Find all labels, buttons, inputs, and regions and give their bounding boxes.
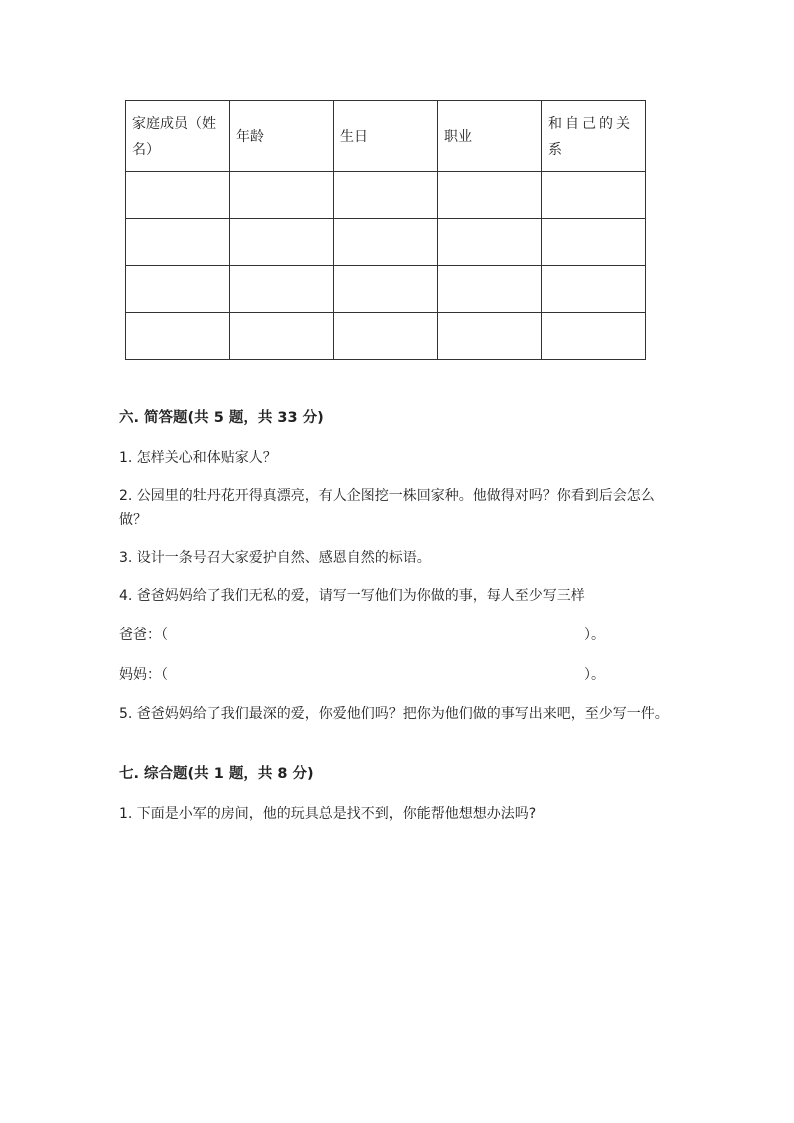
dad-close-bracket: ）。 — [584, 627, 605, 643]
dad-label: 爸爸：（ — [119, 627, 168, 643]
table-cell[interactable] — [230, 313, 334, 360]
table-cell[interactable] — [334, 219, 438, 266]
table-cell[interactable] — [126, 313, 230, 360]
table-cell[interactable] — [542, 172, 646, 219]
question-6-4: 4. 爸爸妈妈给了我们无私的爱，请写一写他们为你做的事，每人至少写三样 — [119, 588, 585, 604]
mom-close-bracket: ）。 — [584, 667, 605, 683]
question-6-5: 5. 爸爸妈妈给了我们最深的爱，你爱他们吗？把你为他们做的事写出来吧，至少写一件。 — [119, 706, 669, 722]
table-cell[interactable] — [334, 172, 438, 219]
mom-label: 妈妈：（ — [119, 667, 168, 683]
table-cell[interactable] — [438, 219, 542, 266]
table-cell[interactable] — [334, 313, 438, 360]
table-row — [126, 219, 646, 266]
header-relationship: 和自己的关系 — [542, 101, 646, 172]
table-cell[interactable] — [542, 266, 646, 313]
header-age: 年龄 — [230, 101, 334, 172]
table-cell[interactable] — [126, 172, 230, 219]
table-cell[interactable] — [126, 219, 230, 266]
table-cell[interactable] — [126, 266, 230, 313]
header-birthday: 生日 — [334, 101, 438, 172]
table-row — [126, 266, 646, 313]
answer-line-dad[interactable] — [119, 623, 659, 647]
table-row — [126, 313, 646, 360]
section-7-title: 七. 综合题(共 1 题，共 8 分) — [119, 766, 314, 782]
table-cell[interactable] — [542, 219, 646, 266]
question-6-1: 1. 怎样关心和体贴家人？ — [119, 450, 277, 466]
header-occupation: 职业 — [438, 101, 542, 172]
table-cell[interactable] — [334, 266, 438, 313]
header-family-member: 家庭成员（姓名） — [126, 101, 230, 172]
question-6-3: 3. 设计一条号召大家爱护自然、感恩自然的标语。 — [119, 550, 431, 566]
table-header-row — [126, 101, 646, 172]
table-cell[interactable] — [230, 219, 334, 266]
table-cell[interactable] — [438, 266, 542, 313]
table-cell[interactable] — [438, 172, 542, 219]
table-cell[interactable] — [230, 266, 334, 313]
section-6-title: 六. 简答题(共 5 题，共 33 分) — [119, 410, 324, 426]
question-6-2: 2. 公园里的牡丹花开得真漂亮，有人企图挖一株回家种。他做得对吗？你看到后会怎么做？ — [119, 488, 655, 528]
answer-line-mom[interactable] — [119, 663, 659, 687]
table-cell[interactable] — [230, 172, 334, 219]
family-members-table — [125, 100, 646, 360]
table-cell[interactable] — [438, 313, 542, 360]
question-7-1: 1. 下面是小军的房间，他的玩具总是找不到，你能帮他想想办法吗? — [119, 806, 537, 822]
table-cell[interactable] — [542, 313, 646, 360]
table-row — [126, 172, 646, 219]
